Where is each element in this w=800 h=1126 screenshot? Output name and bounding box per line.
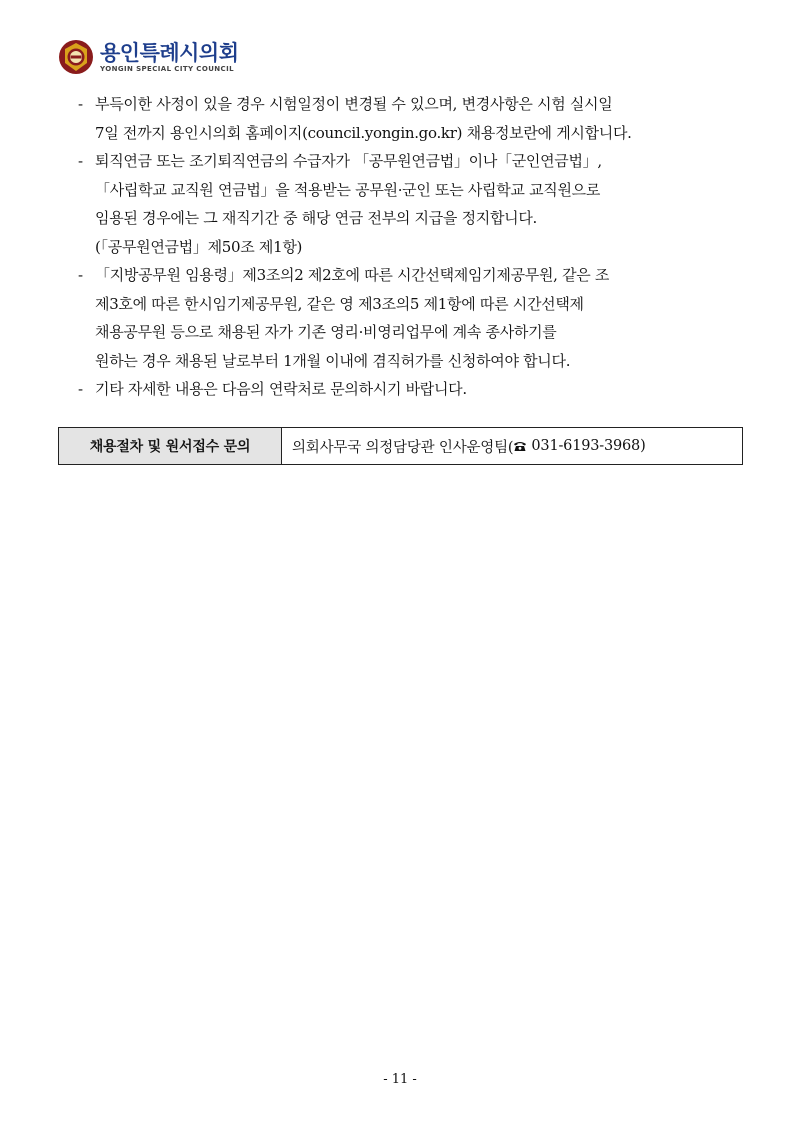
contact-label: 채용절차 및 원서접수 문의	[59, 428, 282, 464]
contact-phone: 031-6193-3968)	[531, 438, 646, 454]
document-body	[78, 90, 748, 404]
continuation-line: 제3호에 따른 한시임기제공무원, 같은 영 제3조의5 제1항에 따른 시간선택제	[95, 294, 584, 313]
bullet-dash: -	[78, 152, 83, 170]
continuation-line: 7일 전까지 용인시의회 홈페이지(council.yongin.go.kr) 채용정보란에 게시합니다.	[95, 123, 632, 142]
bullet-dash: -	[78, 266, 83, 284]
line-text: 기타 자세한 내용은 다음의 연락처로 문의하시기 바랍니다.	[95, 380, 467, 398]
continuation-line: 임용된 경우에는 그 재직기간 중 해당 연금 전부의 지급을 정지합니다.	[95, 209, 538, 227]
continuation-line: 「사립학교 교직원 연금법」을 적용받는 공무원·군인 또는 사립학교 교직원으로	[95, 180, 601, 199]
contact-office: 의회사무국 의정담당관 인사운영팀(	[292, 439, 514, 456]
contact-value	[282, 428, 742, 464]
contact-table	[58, 427, 743, 465]
logo-title: 용인특례시의회	[100, 40, 239, 65]
logo-subtitle: YONGIN SPECIAL CITY COUNCIL	[100, 64, 234, 73]
council-emblem-icon	[58, 39, 94, 75]
continuation-line: 원하는 경우 채용된 날로부터 1개월 이내에 겸직허가를 신청하여야 합니다.	[95, 351, 571, 370]
bullet-line	[78, 375, 748, 404]
telephone-icon	[513, 440, 527, 452]
page-number: - 11 -	[383, 1072, 417, 1087]
bullet-dash: -	[78, 95, 83, 113]
continuation-line: 채용공무원 등으로 채용된 자가 기존 영리·비영리업무에 계속 종사하기를	[95, 323, 557, 341]
bullet-line	[78, 90, 748, 119]
bullet-dash: -	[78, 380, 83, 398]
bullet-line	[78, 147, 748, 176]
line-text: 「지방공무원 임용령」제3조의2 제2호에 따른 시간선택제임기제공무원, 같은 조	[95, 266, 610, 284]
continuation-line: (「공무원연금법」제50조 제1항)	[95, 237, 303, 256]
bullet-line	[78, 261, 748, 290]
line-text: 퇴직연금 또는 조기퇴직연금의 수급자가 「공무원연금법」이나「군인연금법」,	[95, 152, 602, 170]
council-logo	[58, 37, 239, 77]
line-text: 부득이한 사정이 있을 경우 시험일정이 변경될 수 있으며, 변경사항은 시험 실시일	[95, 95, 613, 113]
